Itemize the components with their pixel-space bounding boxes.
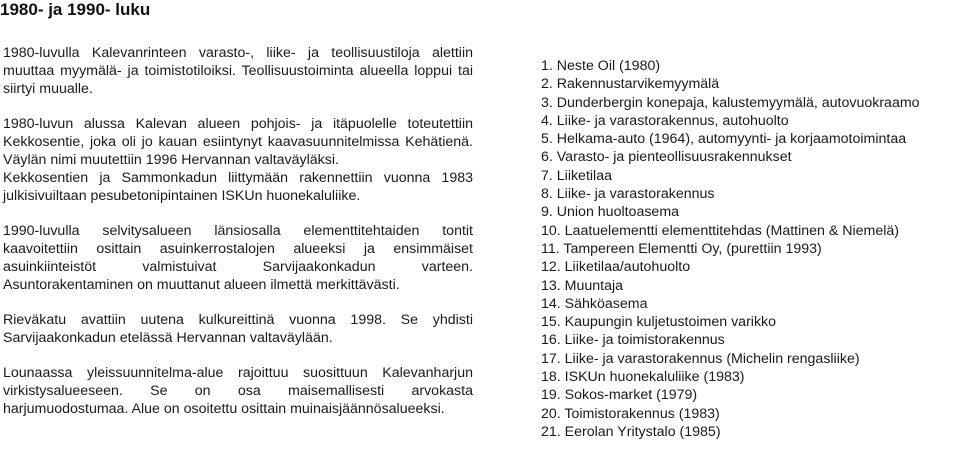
list-item: 11. Tampereen Elementti Oy, (purettiin 1993) bbox=[541, 240, 822, 257]
list-item: 14. Sähköasema bbox=[541, 295, 648, 312]
list-item: 1. Neste Oil (1980) bbox=[541, 58, 661, 74]
list-item: 8. Liike- ja varastorakennus bbox=[541, 186, 715, 203]
list-item: 9. Union huoltoasema bbox=[541, 204, 680, 221]
list-item: 21. Eerolan Yritystalo (1985) bbox=[541, 423, 721, 440]
paragraph: 1980-luvulla Kalevanrinteen varasto-, liike- ja teollisuustiloja alettiin muuttaa myymälä- ja toimistotiloiksi. Teollisuustoiminta alueella loppui tai siirtyi muualle. bbox=[3, 45, 473, 97]
list-item: 12. Liiketilaa/autohuolto bbox=[541, 259, 691, 276]
list-item: 13. Muuntaja bbox=[541, 277, 624, 294]
paragraph: Lounaassa yleissuunnitelma-alue rajoittuu suosittuun Kalevanharjun virkistysalueeseen. Se on osa maisemallisesti arvokasta harjumuodostumaa. Alue on osoitettu osittain muinaisjäännösalueeksi. bbox=[3, 365, 473, 417]
list-item: 10. Laatuelementti elementtitehdas (Mattinen & Niemelä) bbox=[541, 222, 900, 239]
list-item: 4. Liike- ja varastorakennus, autohuolto bbox=[541, 112, 789, 129]
list-item: 15. Kaupungin kuljetustoimen varikko bbox=[541, 314, 777, 331]
paragraph: 1990-luvulla selvitysalueen länsiosalla elementtitehtaiden tontit kaavoitettiin osittain asuinkerrostalojen alueeksi ja ensimmäiset asuinkiinteistöt valmistuivat Sarvijaakonkadun varteen. Asuntorakentaminen on muuttanut alueen ilmettä merkittävästi. bbox=[3, 223, 473, 293]
list-item: 19. Sokos-market (1979) bbox=[541, 387, 698, 404]
list-item: 16. Liike- ja toimistorakennus bbox=[541, 332, 725, 349]
body-text bbox=[3, 44, 473, 418]
list-item: 7. Liiketilaa bbox=[541, 167, 612, 184]
list-item: 2. Rakennustarvikemyymälä bbox=[541, 76, 720, 93]
paragraph: 1980-luvun alussa Kalevan alueen pohjois- ja itäpuolelle toteutettiin Kekkosentie, joka oli jo kauan esiintynyt kaavasuunnitelmissa Kehätienä. Väylän nimi muutettiin 1996 Hervannan valtaväyläksi. bbox=[3, 116, 473, 168]
list-item: 18. ISKUn huonekaluliike (1983) bbox=[541, 369, 745, 386]
page-title: 1980- ja 1990- luku bbox=[0, 0, 151, 19]
paragraph: Rieväkatu avattiin uutena kulkureittinä vuonna 1998. Se yhdisti Sarvijaakonkadun etelässä Hervannan valtaväylään. bbox=[3, 312, 473, 346]
list-item: 3. Dunderbergin konepaja, kalustemyymälä, autovuokraamo bbox=[541, 94, 920, 111]
list-item: 17. Liike- ja varastorakennus (Michelin rengasliike) bbox=[541, 350, 860, 367]
list-item: 5. Helkama-auto (1964), automyynti- ja korjaamotoimintaa bbox=[541, 131, 907, 148]
list-item: 20. Toimistorakennus (1983) bbox=[541, 405, 720, 422]
paragraph: Kekkosentien ja Sammonkadun liittymään rakennettiin vuonna 1983 julkisivuiltaan pesubetonipintainen ISKUn huonekaluliike. bbox=[3, 170, 473, 204]
building-list bbox=[541, 57, 960, 441]
list-item: 6. Varasto- ja pienteollisuusrakennukset bbox=[541, 149, 792, 166]
